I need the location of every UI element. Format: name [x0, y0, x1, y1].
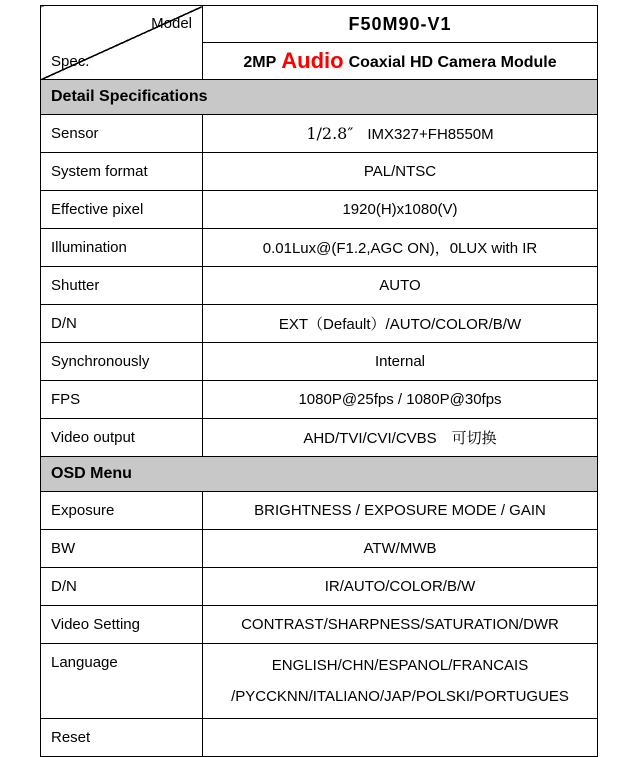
row-value-language	[203, 644, 598, 719]
value-prefix: 1/2.8″	[306, 124, 354, 143]
row-label-bw: BW	[41, 530, 203, 568]
row-label-illumination: Illumination	[41, 229, 203, 267]
row-label-d-n: D/N	[41, 568, 203, 606]
row-value-synchronously: Internal	[203, 343, 598, 381]
row-value-video-output: AHD/TVI/CVI/CVBS 可切换	[203, 419, 598, 457]
corner-diagonal-cell	[41, 6, 203, 80]
row-value-effective-pixel: 1920(H)x1080(V)	[203, 191, 598, 229]
row-label-effective-pixel: Effective pixel	[41, 191, 203, 229]
subtitle-prefix: 2MP	[243, 54, 277, 71]
table-row-illumination	[41, 229, 598, 267]
row-label-fps: FPS	[41, 381, 203, 419]
value-line: /PYCCKNN/ITALIANO/JAP/POLSKI/PORTUGUES	[231, 688, 569, 705]
row-label-video-output: Video output	[41, 419, 203, 457]
corner-model-label: Model	[151, 15, 192, 32]
spec-sheet	[40, 5, 597, 757]
row-label-sensor: Sensor	[41, 115, 203, 153]
row-label-reset: Reset	[41, 719, 203, 757]
row-value-illumination: 0.01Lux@(F1.2,AGC ON)，0LUX with IR	[203, 229, 598, 267]
subtitle-audio-highlight: Audio	[281, 48, 344, 73]
row-value-video-setting: CONTRAST/SHARPNESS/SATURATION/DWR	[203, 606, 598, 644]
row-value-system-format: PAL/NTSC	[203, 153, 598, 191]
row-value-sensor	[203, 115, 598, 153]
table-row-synchronously	[41, 343, 598, 381]
row-label-video-setting: Video Setting	[41, 606, 203, 644]
section-header-row-osd-menu	[41, 457, 598, 492]
row-label-language: Language	[41, 644, 203, 719]
table-row-d-n	[41, 568, 598, 606]
row-value-exposure: BRIGHTNESS / EXPOSURE MODE / GAIN	[203, 492, 598, 530]
table-row-shutter	[41, 267, 598, 305]
section-header-row-detail-specifications	[41, 80, 598, 115]
section-title: OSD Menu	[41, 457, 598, 492]
row-value-fps: 1080P@25fps / 1080P@30fps	[203, 381, 598, 419]
row-label-system-format: System format	[41, 153, 203, 191]
corner-spec-label: Spec.	[51, 53, 90, 70]
model-value: F50M90-V1	[203, 6, 598, 43]
table-row-effective-pixel	[41, 191, 598, 229]
table-row-d-n	[41, 305, 598, 343]
table-row-video-setting	[41, 606, 598, 644]
table-row-language	[41, 644, 598, 719]
row-value-bw: ATW/MWB	[203, 530, 598, 568]
spec-table	[40, 5, 598, 757]
row-value-shutter: AUTO	[203, 267, 598, 305]
table-row-video-output	[41, 419, 598, 457]
row-value-d-n: IR/AUTO/COLOR/B/W	[203, 568, 598, 606]
row-label-d-n: D/N	[41, 305, 203, 343]
row-value-d-n: EXT（Default）/AUTO/COLOR/B/W	[203, 305, 598, 343]
subtitle-suffix: Coaxial HD Camera Module	[348, 54, 557, 71]
table-row-sensor	[41, 115, 598, 153]
row-label-synchronously: Synchronously	[41, 343, 203, 381]
table-row-exposure	[41, 492, 598, 530]
value-line: ENGLISH/CHN/ESPANOL/FRANCAIS	[271, 657, 529, 674]
table-row-fps	[41, 381, 598, 419]
product-subtitle	[203, 43, 598, 80]
row-label-shutter: Shutter	[41, 267, 203, 305]
value-text: IMX327+FH8550M	[367, 126, 494, 143]
table-row-system-format	[41, 153, 598, 191]
row-label-exposure: Exposure	[41, 492, 203, 530]
section-title: Detail Specifications	[41, 80, 598, 115]
header-row-model	[41, 6, 598, 43]
table-row-bw	[41, 530, 598, 568]
